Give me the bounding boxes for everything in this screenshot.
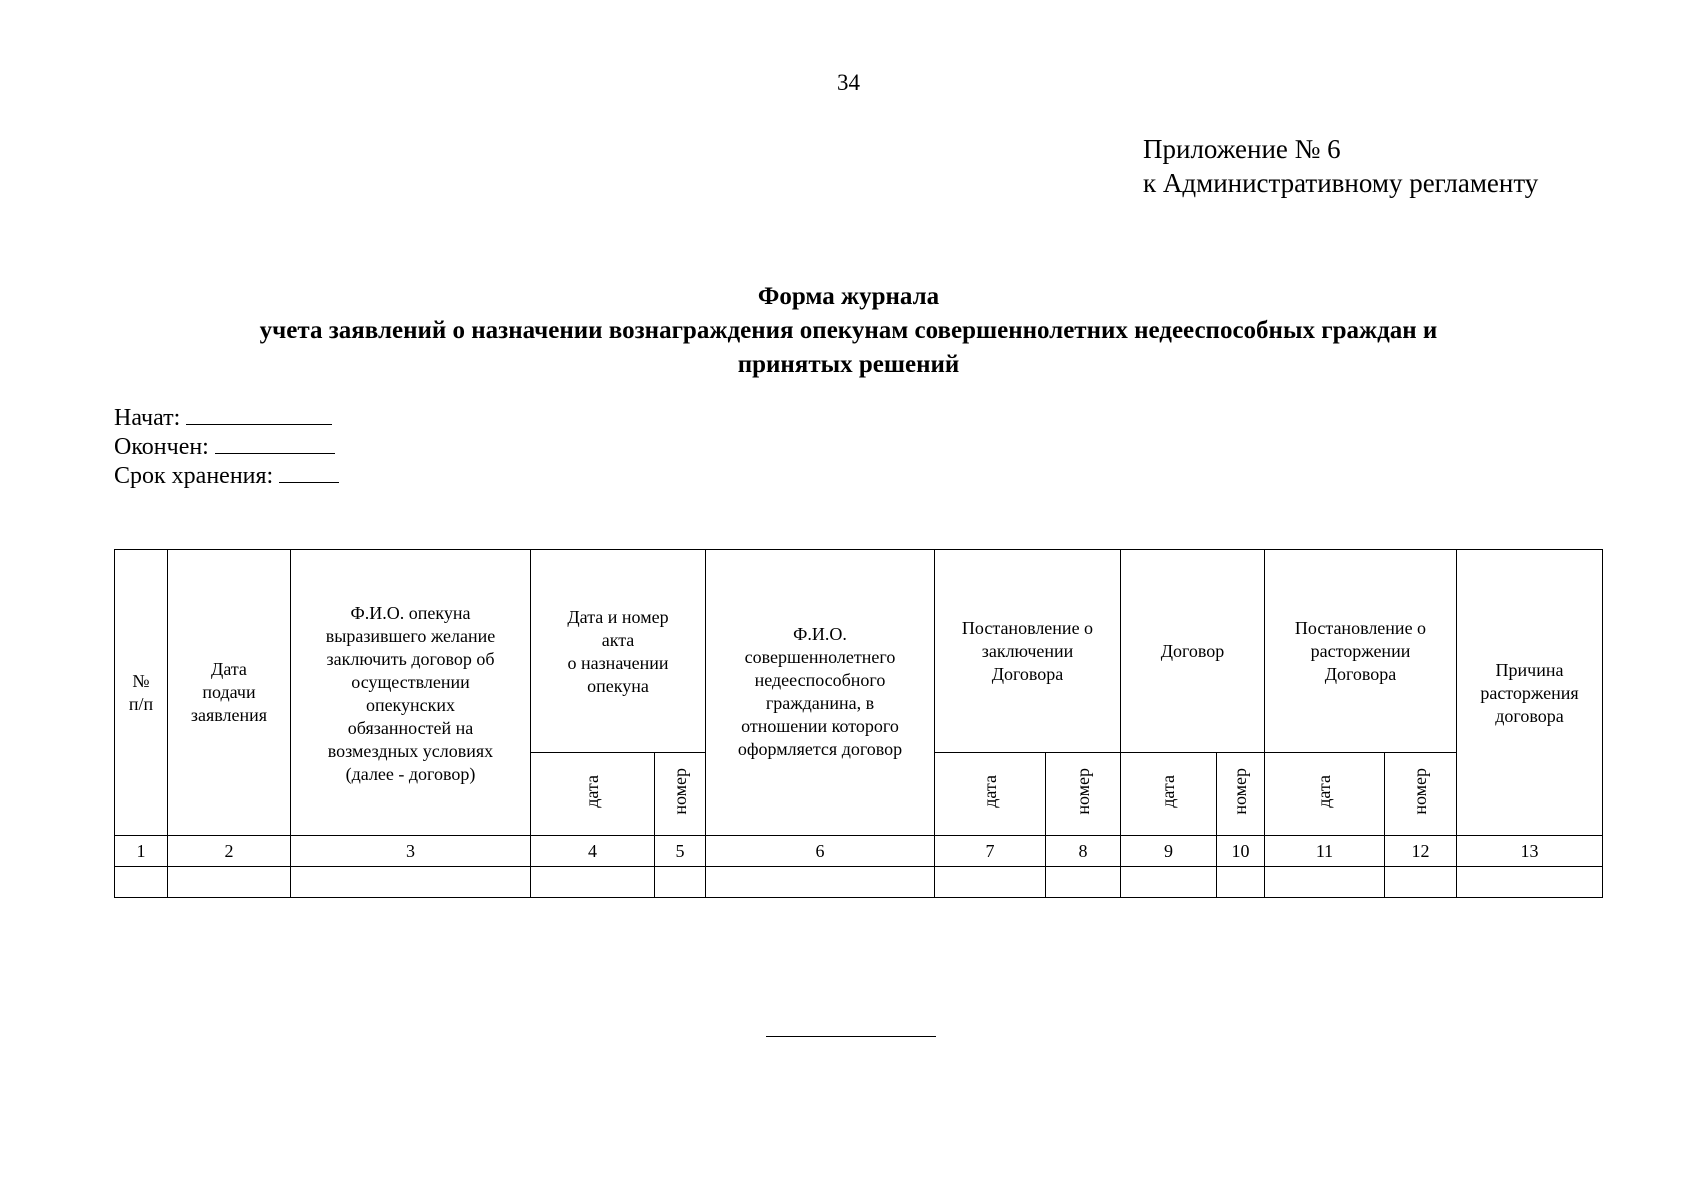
empty-cell [531,867,655,898]
header-guardian-name-line: заключить договор об [326,649,495,669]
header-appointment-act-line: о назначении [567,653,669,673]
subheader-contract-number-text: номер [1230,767,1250,815]
header-num-line-2: п/п [128,693,154,714]
title-line-3: принятых решений [737,351,960,378]
empty-cell [1265,867,1385,898]
appendix-reference [1143,132,1538,200]
column-number: 10 [1217,836,1265,867]
header-submission-date-line: подачи [202,682,256,702]
header-termination-reason [1457,550,1603,836]
document-title [0,280,1697,382]
header-guardian-name-line: (далее - договор) [345,764,476,784]
header-conclusion-resolution [935,550,1121,753]
column-number: 6 [706,836,935,867]
header-guardian-name-line: осуществлении [351,672,470,692]
title-line-1: Форма журнала [757,283,940,310]
header-conclusion-resolution-line: Договора [991,664,1064,684]
header-num [115,550,168,836]
header-guardian-name-line: обязанностей на [347,718,474,738]
column-number: 5 [655,836,706,867]
subheader-act-number-text: номер [669,767,690,815]
subheader-termination-number [1385,753,1457,836]
header-termination-resolution [1265,550,1457,753]
column-number-row [115,836,1603,867]
header-guardian-name [291,550,531,836]
subheader-termination-date [1265,753,1385,836]
subheader-conclusion-date-text: дата [979,774,1000,808]
appendix-line-1: Приложение № 6 [1143,134,1341,164]
header-ward-name-line: совершеннолетнего [744,647,896,667]
subheader-conclusion-date [935,753,1046,836]
subheader-act-date-text: дата [582,774,602,808]
subheader-conclusion-number-text: номер [1072,767,1093,815]
column-number: 1 [115,836,168,867]
header-guardian-name-line: Ф.И.О. опекуна [350,603,471,623]
header-conclusion-resolution-line: Постановление о [961,618,1094,638]
empty-cell [655,867,706,898]
empty-cell [706,867,935,898]
header-num-line-1: № [132,670,150,691]
finished-blank [215,435,335,454]
appendix-line-2: к Административному регламенту [1143,168,1539,198]
subheader-conclusion-number [1046,753,1121,836]
header-termination-resolution-line: Постановление о [1294,618,1427,638]
header-guardian-name-line: выразившего желание [325,626,496,646]
empty-cell [115,867,168,898]
header-ward-name-line: недееспособного [754,670,886,690]
header-appointment-act-line: Дата и номер [567,607,669,627]
started-label: Начат: [114,405,181,431]
column-number: 2 [168,836,291,867]
header-submission-date [168,550,291,836]
header-termination-reason-line: расторжения [1480,683,1579,703]
header-appointment-act-line: опекуна [587,676,649,696]
empty-cell [1457,867,1603,898]
header-termination-resolution-line: Договора [1324,664,1397,684]
page-number: 34 [837,70,860,95]
column-number: 9 [1121,836,1217,867]
empty-entry-row [115,867,1603,898]
header-submission-date-line: заявления [190,705,268,725]
header-termination-reason-line: Причина [1495,660,1564,680]
empty-cell [291,867,531,898]
empty-cell [168,867,291,898]
header-termination-resolution-line: расторжении [1310,641,1411,661]
empty-cell [1217,867,1265,898]
header-conclusion-resolution-line: заключении [981,641,1074,661]
storage-blank [279,464,339,483]
header-termination-reason-line: договора [1495,706,1564,726]
column-number: 12 [1385,836,1457,867]
column-number: 11 [1265,836,1385,867]
header-submission-date-line: Дата [211,659,247,679]
subheader-act-number [655,753,706,836]
empty-cell [935,867,1046,898]
footer-separator-line [766,1036,936,1037]
started-blank [186,406,332,425]
header-ward-name-line: отношении которого [741,716,899,736]
finished-label: Окончен: [114,434,209,460]
empty-cell [1121,867,1217,898]
header-ward-name-line: Ф.И.О. [793,624,847,644]
journal-table [114,549,1603,898]
storage-label: Срок хранения: [114,463,274,489]
header-guardian-name-line: возмездных условиях [327,741,494,761]
storage-line [114,462,339,491]
finished-line [114,433,339,462]
header-ward-name-line: оформляется договор [737,739,903,759]
header-guardian-name-line: опекунских [365,695,456,715]
started-line [114,404,339,433]
subheader-termination-date-text: дата [1314,774,1334,808]
column-number: 4 [531,836,655,867]
column-number: 8 [1046,836,1121,867]
column-number: 3 [291,836,531,867]
header-row-main [115,550,1603,753]
subheader-contract-number [1217,753,1265,836]
empty-cell [1046,867,1121,898]
subheader-contract-date [1121,753,1217,836]
empty-cell [1385,867,1457,898]
journal-meta [114,404,339,491]
subheader-termination-number-text: номер [1410,767,1430,815]
column-number: 13 [1457,836,1603,867]
subheader-contract-date-text: дата [1158,774,1178,808]
header-ward-name [706,550,935,836]
column-number: 7 [935,836,1046,867]
header-contract: Договор [1121,550,1265,753]
header-appointment-act-line: акта [601,630,635,650]
header-ward-name-line: гражданина, в [765,693,875,713]
title-line-2: учета заявлений о назначении вознаграждения опекунам совершеннолетних недееспособных граждан и [259,317,1438,344]
header-appointment-act [531,550,706,753]
subheader-act-date [531,753,655,836]
